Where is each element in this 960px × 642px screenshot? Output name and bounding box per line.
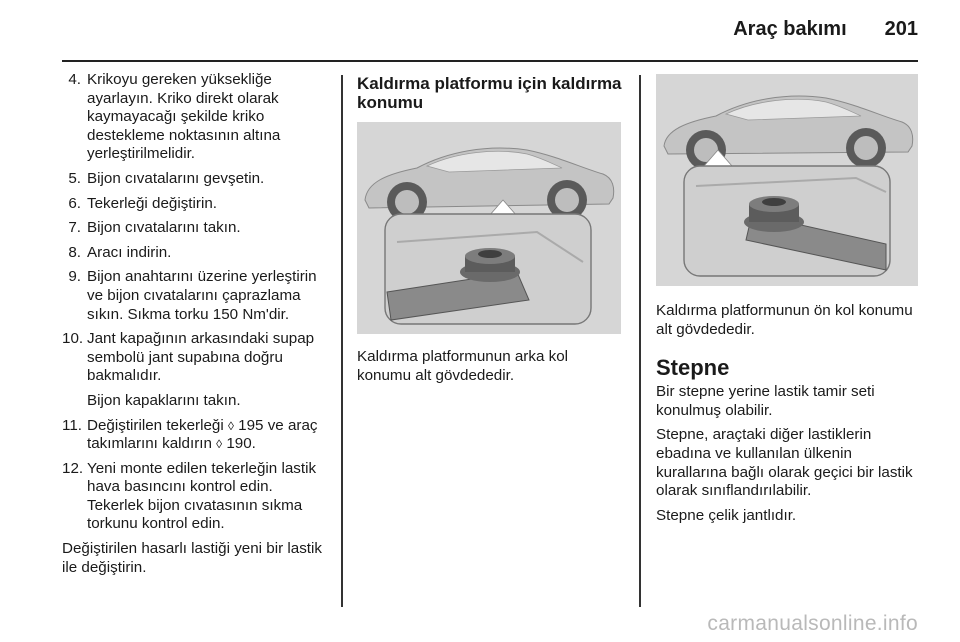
list-item: 7. Bijon cıvatalarını takın.	[68, 219, 241, 237]
paragraph: Stepne, araçtaki diğer lastiklerin ebadına ve kullanılan ülkenin kurallarına bağlı olarak geçici bir lastik olarak sınıflandırılabilir.	[656, 426, 913, 500]
list-item: 6. Tekerleği değiştirin.	[68, 194, 217, 212]
list-item: 11. Değiştirilen tekerleği ◊ 195 ve araç takımlarını kaldırın ◊ 190.	[62, 416, 318, 453]
paragraph: Bir stepne yerine lastik tamir seti konulmuş olabilir.	[656, 383, 875, 419]
cross-reference-icon: ◊	[216, 437, 223, 452]
column-left	[62, 71, 330, 583]
list-item: 8. Aracı indirin.	[68, 243, 172, 261]
section-title: Araç bakımı	[733, 18, 847, 40]
column-divider-1	[341, 75, 343, 607]
list-item: 5. Bijon cıvatalarını gevşetin.	[68, 169, 265, 187]
list-item: 10. Jant kapağının arkasındaki supap sembolü jant supabına doğru bakmalıdır. Bijon kapaklarını takın.	[62, 330, 315, 409]
list-item: 4. Krikoyu gereken yüksekliğe ayarlayın. Kriko direkt olarak kaymayacağı şekilde kriko destekleme noktasının altına yerleştirilmelidir.	[68, 71, 281, 163]
page-header	[62, 18, 918, 44]
closing-paragraph: Değiştirilen hasarlı lastiği yeni bir lastik ile değiştirin.	[62, 540, 322, 576]
rear-lift-point-illustration	[357, 122, 621, 334]
section-heading: Stepne	[656, 355, 730, 381]
figure-caption: Kaldırma platformunun arka kol konumu alt gövdededir.	[357, 348, 569, 384]
figure-caption: Kaldırma platformunun ön kol konumu alt gövdededir.	[656, 302, 913, 338]
list-item: 12. Yeni monte edilen tekerleğin lastik hava basıncını kontrol edin. Tekerlek bijon cıvatasının sıkma torkunu kontrol edin.	[62, 459, 317, 533]
column-right	[656, 74, 918, 531]
front-lift-point-illustration	[656, 74, 918, 286]
header-rule	[62, 60, 918, 62]
watermark: carmanualsonline.info	[707, 612, 918, 635]
list-item: 9. Bijon anahtarını üzerine yerleştirin ve bijon cıvatalarını çaprazlama sıkın. Sıkma torku 150 Nm'dir.	[68, 268, 317, 323]
column-middle	[357, 74, 625, 391]
cross-reference-icon: ◊	[227, 418, 234, 433]
section-heading: Kaldırma platformu için kaldırma konumu	[357, 74, 622, 112]
page-reference[interactable]: 195	[238, 416, 264, 434]
page-reference[interactable]: 190	[226, 435, 252, 453]
page-number: 201	[884, 18, 918, 40]
steps-list	[62, 71, 330, 534]
paragraph: Stepne çelik jantlıdır.	[656, 506, 797, 524]
column-divider-2	[639, 75, 641, 607]
